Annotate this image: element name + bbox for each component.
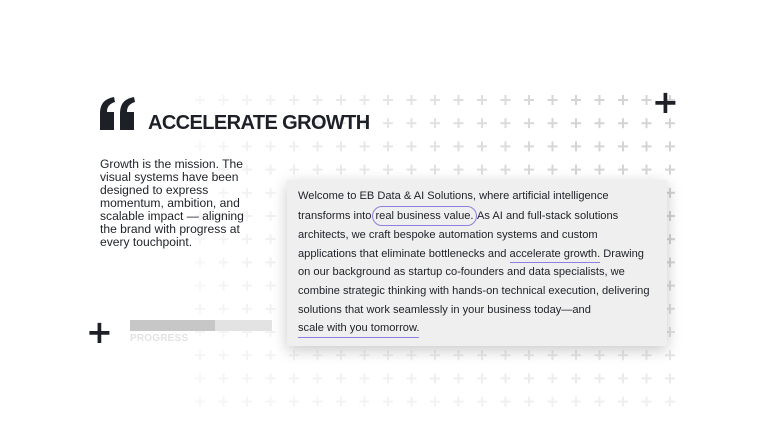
pattern-plus-icon xyxy=(195,397,205,407)
pattern-plus-icon xyxy=(454,373,464,383)
pattern-plus-icon xyxy=(430,118,440,128)
pattern-plus-icon xyxy=(501,373,511,383)
pattern-plus-icon xyxy=(595,118,605,128)
pattern-plus-icon xyxy=(524,397,534,407)
pattern-plus-icon xyxy=(266,257,276,267)
pattern-plus-icon xyxy=(266,373,276,383)
pattern-plus-icon xyxy=(665,350,675,360)
pattern-plus-icon xyxy=(430,397,440,407)
pattern-plus-icon xyxy=(595,350,605,360)
progress-bar-fill xyxy=(130,320,215,331)
about-text-segment: Welcome to EB Data & AI Solutions, where artificial intelligence transforms into xyxy=(298,190,609,222)
pattern-plus-icon xyxy=(313,397,323,407)
pattern-plus-icon xyxy=(571,350,581,360)
pattern-plus-icon xyxy=(195,373,205,383)
pattern-plus-icon xyxy=(289,141,299,151)
pattern-plus-icon xyxy=(383,141,393,151)
pattern-plus-icon xyxy=(336,397,346,407)
pattern-plus-icon xyxy=(242,257,252,267)
pattern-plus-icon xyxy=(454,95,464,105)
pattern-plus-icon xyxy=(548,118,558,128)
pattern-plus-icon xyxy=(219,350,229,360)
pattern-plus-icon xyxy=(219,95,229,105)
pattern-plus-icon xyxy=(266,188,276,198)
pattern-plus-icon xyxy=(289,397,299,407)
pattern-plus-icon xyxy=(548,350,558,360)
pattern-plus-icon xyxy=(407,141,417,151)
pattern-plus-icon xyxy=(642,373,652,383)
pattern-plus-icon xyxy=(548,373,558,383)
pattern-plus-icon xyxy=(383,350,393,360)
pattern-plus-icon xyxy=(595,141,605,151)
pattern-plus-icon xyxy=(407,397,417,407)
pattern-plus-icon xyxy=(642,397,652,407)
quote-mark-icon xyxy=(98,96,138,132)
pattern-plus-icon xyxy=(383,165,393,175)
highlight-scale-with-you-tomorrow: scale with you tomorrow. xyxy=(298,319,419,338)
pattern-plus-icon xyxy=(313,165,323,175)
pattern-plus-icon xyxy=(501,141,511,151)
pattern-plus-icon xyxy=(571,95,581,105)
plus-icon: + xyxy=(652,83,679,121)
pattern-plus-icon xyxy=(219,141,229,151)
pattern-plus-icon xyxy=(407,118,417,128)
pattern-plus-icon xyxy=(548,95,558,105)
pattern-plus-icon xyxy=(266,165,276,175)
pattern-plus-icon xyxy=(454,165,464,175)
pattern-plus-icon xyxy=(665,165,675,175)
pattern-plus-icon xyxy=(195,141,205,151)
pattern-plus-icon xyxy=(242,141,252,151)
pattern-plus-icon xyxy=(313,373,323,383)
pattern-plus-icon xyxy=(477,373,487,383)
pattern-plus-icon xyxy=(477,141,487,151)
pattern-plus-icon xyxy=(618,141,628,151)
pattern-plus-icon xyxy=(266,397,276,407)
pattern-plus-icon xyxy=(642,165,652,175)
pattern-plus-icon xyxy=(289,350,299,360)
pattern-plus-icon xyxy=(219,257,229,267)
pattern-plus-icon xyxy=(548,397,558,407)
about-text xyxy=(298,187,657,338)
pattern-plus-icon xyxy=(618,95,628,105)
pattern-plus-icon xyxy=(407,165,417,175)
pattern-plus-icon xyxy=(289,165,299,175)
pattern-plus-icon xyxy=(360,373,370,383)
pattern-plus-icon xyxy=(313,95,323,105)
pattern-plus-icon xyxy=(501,165,511,175)
pattern-plus-icon xyxy=(407,95,417,105)
about-text-segment: Drawing on our background as startup co-founders and data specialists, we combine strategic thinking with hands-on technical execution, delivering solutions that work seamlessly in your business today—and xyxy=(298,247,650,316)
pattern-plus-icon xyxy=(219,373,229,383)
pattern-plus-icon xyxy=(336,95,346,105)
pattern-plus-icon xyxy=(571,141,581,151)
pattern-plus-icon xyxy=(242,95,252,105)
pattern-plus-icon xyxy=(266,350,276,360)
pattern-plus-icon xyxy=(571,118,581,128)
pattern-plus-icon xyxy=(618,118,628,128)
pattern-plus-icon xyxy=(430,95,440,105)
plus-icon: + xyxy=(86,313,113,351)
pattern-plus-icon xyxy=(477,95,487,105)
headline: ACCELERATE GROWTH xyxy=(148,112,370,134)
pattern-plus-icon xyxy=(360,350,370,360)
pattern-plus-icon xyxy=(195,350,205,360)
pattern-plus-icon xyxy=(501,95,511,105)
pattern-plus-icon xyxy=(548,141,558,151)
pattern-plus-icon xyxy=(524,350,534,360)
pattern-plus-icon xyxy=(360,397,370,407)
pattern-plus-icon xyxy=(595,95,605,105)
progress-bar xyxy=(130,320,272,331)
pattern-plus-icon xyxy=(242,397,252,407)
pattern-plus-icon xyxy=(430,165,440,175)
pattern-plus-icon xyxy=(195,257,205,267)
pattern-plus-icon xyxy=(454,118,464,128)
pattern-plus-icon xyxy=(219,281,229,291)
pattern-plus-icon xyxy=(266,304,276,314)
pattern-plus-icon xyxy=(548,165,558,175)
pattern-plus-icon xyxy=(477,118,487,128)
pattern-plus-icon xyxy=(618,397,628,407)
pattern-plus-icon xyxy=(501,397,511,407)
pattern-plus-icon xyxy=(289,373,299,383)
pattern-plus-icon xyxy=(360,165,370,175)
pattern-plus-icon xyxy=(501,118,511,128)
pattern-plus-icon xyxy=(430,141,440,151)
pattern-plus-icon xyxy=(242,281,252,291)
highlight-accelerate-growth: accelerate growth. xyxy=(510,245,601,264)
pattern-plus-icon xyxy=(360,141,370,151)
pattern-plus-icon xyxy=(266,281,276,291)
pattern-plus-icon xyxy=(219,304,229,314)
pattern-plus-icon xyxy=(618,373,628,383)
pattern-plus-icon xyxy=(430,350,440,360)
pattern-plus-icon xyxy=(407,350,417,360)
pattern-plus-icon xyxy=(524,373,534,383)
pattern-plus-icon xyxy=(524,118,534,128)
pattern-plus-icon xyxy=(266,141,276,151)
pattern-plus-icon xyxy=(665,141,675,151)
pattern-plus-icon xyxy=(642,350,652,360)
pattern-plus-icon xyxy=(642,95,652,105)
pattern-plus-icon xyxy=(595,165,605,175)
pattern-plus-icon xyxy=(195,95,205,105)
pattern-plus-icon xyxy=(665,397,675,407)
pattern-plus-icon xyxy=(336,350,346,360)
pattern-plus-icon xyxy=(571,373,581,383)
pattern-plus-icon xyxy=(524,141,534,151)
pattern-plus-icon xyxy=(313,350,323,360)
pattern-plus-icon xyxy=(571,397,581,407)
pattern-plus-icon xyxy=(595,397,605,407)
pattern-plus-icon xyxy=(289,95,299,105)
pattern-plus-icon xyxy=(642,118,652,128)
pattern-plus-icon xyxy=(383,373,393,383)
progress-label: PROGRESS xyxy=(130,333,189,344)
about-text-segment: As AI and full-stack solutions architects, we craft bespoke automation systems and custom applications that eliminate bottlenecks and xyxy=(298,209,619,260)
pattern-plus-icon xyxy=(383,397,393,407)
about-card xyxy=(287,180,667,346)
pattern-plus-icon xyxy=(336,373,346,383)
pattern-plus-icon xyxy=(595,373,605,383)
pattern-plus-icon xyxy=(336,165,346,175)
pattern-plus-icon xyxy=(477,350,487,360)
pattern-plus-icon xyxy=(524,165,534,175)
intro-paragraph: Growth is the mission. The visual systems have been designed to express momentum, ambition, and scalable impact — aligning the brand with progress at every touchpoint. xyxy=(100,157,244,249)
pattern-plus-icon xyxy=(477,397,487,407)
pattern-plus-icon xyxy=(195,304,205,314)
pattern-plus-icon xyxy=(266,234,276,244)
pattern-plus-icon xyxy=(454,141,464,151)
pattern-plus-icon xyxy=(618,165,628,175)
pattern-plus-icon xyxy=(642,141,652,151)
pattern-plus-icon xyxy=(360,95,370,105)
pattern-plus-icon xyxy=(477,165,487,175)
pattern-plus-icon xyxy=(266,211,276,221)
pattern-plus-icon xyxy=(383,95,393,105)
pattern-plus-icon xyxy=(242,350,252,360)
pattern-plus-icon xyxy=(336,141,346,151)
pattern-plus-icon xyxy=(407,373,417,383)
pattern-plus-icon xyxy=(665,373,675,383)
pattern-plus-icon xyxy=(195,281,205,291)
pattern-plus-icon xyxy=(242,304,252,314)
pattern-plus-icon xyxy=(501,350,511,360)
pattern-plus-icon xyxy=(242,373,252,383)
pattern-plus-icon xyxy=(524,95,534,105)
pattern-plus-icon xyxy=(454,350,464,360)
pattern-plus-icon xyxy=(219,397,229,407)
pattern-plus-icon xyxy=(571,165,581,175)
pattern-plus-icon xyxy=(430,373,440,383)
highlight-real-business-value: real business value. xyxy=(372,206,476,227)
pattern-plus-icon xyxy=(454,397,464,407)
pattern-plus-icon xyxy=(383,118,393,128)
pattern-plus-icon xyxy=(618,350,628,360)
pattern-plus-icon xyxy=(266,95,276,105)
pattern-plus-icon xyxy=(313,141,323,151)
